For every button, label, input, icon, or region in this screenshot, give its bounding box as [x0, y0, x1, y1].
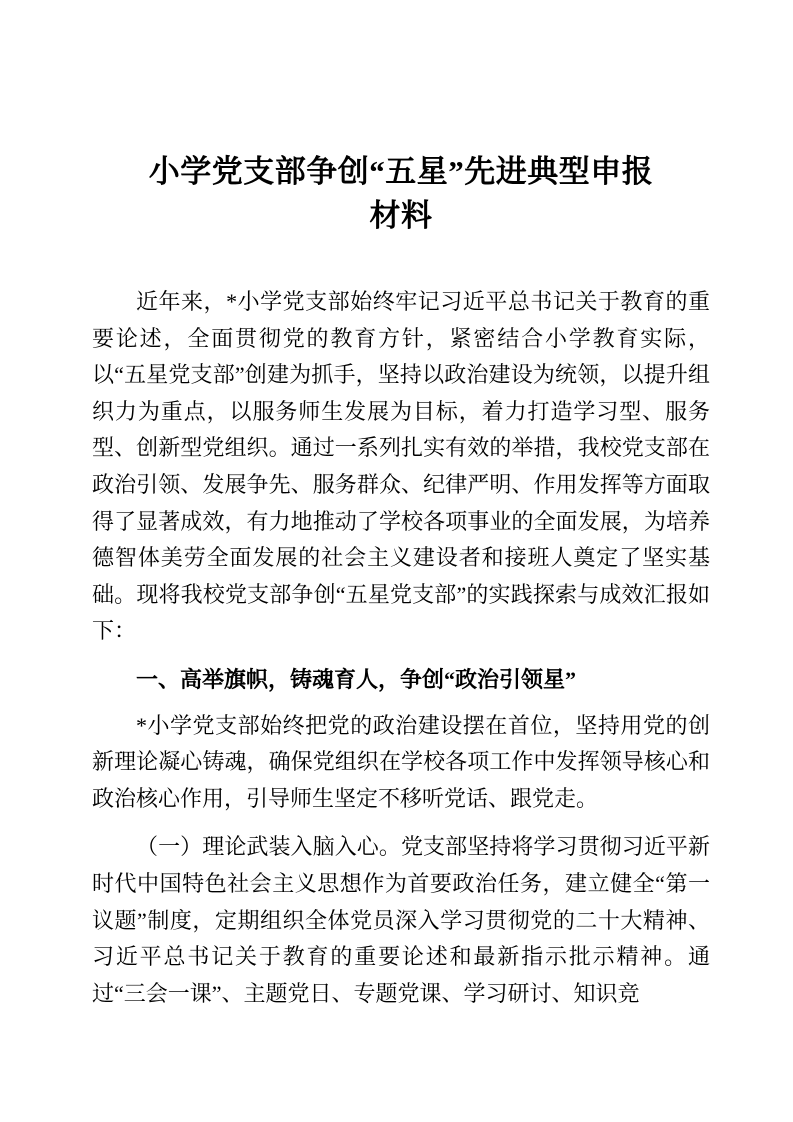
paragraph-introduction: 近年来，*小学党支部始终牢记习近平总书记关于教育的重要论述，全面贯彻党的教育方针，紧密结合小学教育实际，以“五星党支部”创建为抓手，坚持以政治建设为统领，以提升组织力为重点，以服务师生发展为目标，着力打造学习型、服务型、创新型党组织。通过一系列扎实有效的举措，我校党支部在政治引领、发展争先、服务群众、纪律严明、作用发挥等方面取得了显著成效，有力地推动了学校各项事业的全面发展，为培养德智体美劳全面发展的社会主义建设者和接班人奠定了坚实基础。现将我校党支部争创“五星党支部”的实践探索与成效汇报如下： [92, 289, 710, 644]
document-title: 小学党支部争创“五星”先进典型申报材料 [148, 154, 654, 233]
section-heading-political-leadership-star: 一、高举旗帜，铸魂育人，争创“政治引领星” [136, 666, 577, 692]
paragraph-political-building-overview: *小学党支部始终把党的政治建设摆在首位，坚持用党的创新理论凝心铸魂，确保党组织在学校各项工作中发挥领导核心和政治核心作用，引导师生坚定不移听党话、跟党走。 [92, 712, 710, 811]
paragraph-theory-armament: （一）理论武装入脑入心。党支部坚持将学习贯彻习近平新时代中国特色社会主义思想作为首要政治任务，建立健全“第一议题”制度，定期组织全体党员深入学习贯彻党的二十大精神、习近平总书记关于教育的重要论述和最新指示批示精神。通过“三会一课”、主题党日、专题党课、学习研讨、知识竞 [92, 834, 710, 1006]
